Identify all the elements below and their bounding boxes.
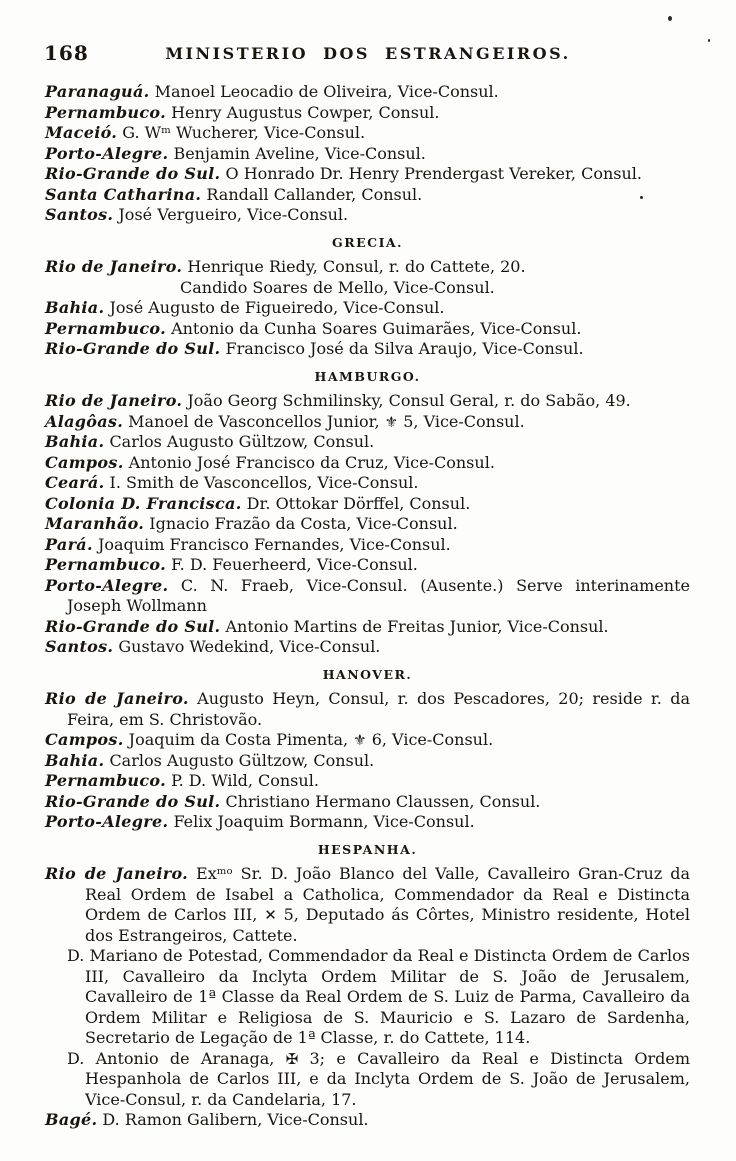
place-name: Pernambuco.: [45, 102, 166, 122]
place-name: Alagôas.: [45, 411, 124, 431]
entry-text: D. Mariano de Potestad, Commendador da Real e Distincta Ordem de Carlos III, Cavalleiro da Inclyta Ordem Militar de S. João de Jerusalem, Cavalleiro de 1ª Classe da Real Ordem de S. Luiz de Parma, Cavalleiro da Ordem Militar e Religiosa de S. Mauricio e S. Lazaro de Sardenha, Secretario de Legação de 1ª Classe, r. do Cattete, 114.: [67, 946, 690, 1047]
entry-text: José Augusto de Figueiredo, Vice-Consul.: [109, 298, 445, 317]
consul-entry: [45, 164, 690, 185]
consul-entry: [45, 82, 690, 103]
consul-entry: [45, 576, 690, 617]
consul-entry: [45, 103, 690, 124]
consul-entry: [45, 555, 690, 576]
place-name: Rio de Janeiro.: [45, 864, 189, 883]
consul-entry: [45, 617, 690, 638]
place-name: Paranaguá.: [45, 82, 150, 101]
consul-entry: [45, 1110, 690, 1131]
place-name: Campos.: [45, 730, 124, 749]
running-header: MINISTERIO DOS ESTRANGEIROS.: [165, 44, 571, 63]
place-name: Pernambuco.: [45, 771, 166, 790]
entry-text: 3; e Cavalleiro da Real e Distincta Ordem Hespanhola de Carlos III, e da Inclyta Ordem de S. João de Jerusalem, Vice-Consul, r. da Candelaria, 17.: [85, 1048, 690, 1109]
consul-entry: [45, 185, 690, 206]
consul-entry: [45, 730, 690, 751]
consul-entry: [45, 123, 690, 144]
entry-text: Carlos Augusto Gültzow, Consul.: [109, 432, 375, 451]
entry-text: Exᵐᵒ Sr. D. João Blanco del Valle, Cavalleiro Gran-Cruz da Real Ordem de Isabel a Catholica, Commendador da Real e Distincta Ordem de Carlos III,: [85, 864, 690, 924]
consul-listing: [0, 70, 736, 1131]
place-name: Santa Catharina.: [45, 184, 202, 204]
place-name: Bahia.: [45, 432, 105, 451]
page-header: [0, 0, 736, 70]
consul-entry: [45, 792, 690, 813]
place-name: Rio-Grande do Sul.: [45, 339, 221, 358]
place-name: Maranhão.: [45, 514, 145, 533]
entry-text: 5, Deputado ás Côrtes, Ministro residente, Hotel dos Estrangeiros, Cattete.: [85, 905, 690, 945]
consul-entry: [45, 339, 690, 360]
jerusalem-cross-icon: ✠: [285, 1049, 299, 1068]
place-name: Porto-Alegre.: [45, 812, 169, 831]
place-name: Bahia.: [45, 298, 105, 317]
entry-text: Randall Callander, Consul.: [206, 184, 423, 204]
consul-entry: [45, 771, 690, 792]
place-name: Rio de Janeiro.: [45, 689, 189, 708]
entry-text: Joaquim da Costa Pimenta,: [128, 730, 354, 749]
place-name: Campos.: [45, 452, 124, 472]
place-name: Pernambuco.: [45, 318, 166, 338]
place-name: Bahia.: [45, 750, 105, 770]
entry-text: C. N. Fraeb, Vice-Consul. (Ausente.) Serve interinamente Joseph Wollmann: [67, 575, 690, 615]
entry-text: Benjamin Aveline, Vice-Consul.: [173, 143, 426, 163]
consul-entry: [45, 514, 690, 535]
entry-text: Henrique Riedy, Consul, r. do Cattete, 20.: [187, 257, 526, 276]
consul-entry: [45, 144, 690, 165]
order-badge-icon: ⚜: [384, 412, 399, 431]
consul-entry-sub: [45, 946, 690, 1049]
entry-text: F. D. Feuerheerd, Vice-Consul.: [171, 555, 418, 574]
entry-text: Antonio José Francisco da Cruz, Vice-Consul.: [128, 452, 495, 472]
place-name: Porto-Alegre.: [45, 143, 169, 163]
entry-text: Carlos Augusto Gültzow, Consul.: [109, 750, 375, 770]
entry-text: D. Ramon Galibern, Vice-Consul.: [102, 1110, 369, 1129]
consul-entry: [45, 257, 690, 278]
place-name: Pernambuco.: [45, 555, 166, 574]
entry-text: 6, Vice-Consul.: [366, 730, 494, 749]
consul-entry: [45, 319, 690, 340]
entry-text: Gustavo Wedekind, Vice-Consul.: [118, 637, 381, 656]
entry-text: Joaquim Francisco Fernandes, Vice-Consul.: [97, 534, 451, 554]
consul-entry: [45, 298, 690, 319]
consul-entry: [45, 432, 690, 453]
entry-text: José Vergueiro, Vice-Consul.: [118, 205, 349, 224]
consul-entry-sub: [45, 1049, 690, 1111]
entry-text: Ignacio Frazão da Costa, Vice-Consul.: [149, 514, 458, 533]
section-grecia: [45, 233, 690, 360]
entry-text: Christiano Hermano Claussen, Consul.: [225, 791, 541, 811]
entry-text: I. Smith de Vasconcellos, Vice-Consul.: [109, 473, 419, 492]
consul-entry: [45, 812, 690, 833]
place-name: Rio de Janeiro.: [45, 257, 183, 276]
entry-text: G. Wᵐ Wucherer, Vice-Consul.: [122, 123, 366, 142]
consul-entry: [45, 473, 690, 494]
consul-entry: [45, 391, 690, 412]
section-consuls-continued: [45, 82, 690, 226]
section-hamburgo: [45, 367, 690, 658]
place-name: Maceió.: [45, 123, 118, 142]
section-hespanha: [45, 840, 690, 1131]
entry-text: Dr. Ottokar Dörffel, Consul.: [246, 493, 471, 513]
section-header-hamburgo: HAMBURGO.: [314, 368, 421, 384]
entry-text: João Georg Schmilinsky, Consul Geral, r. do Sabão, 49.: [187, 391, 631, 410]
section-header-hespanha: HESPANHA.: [317, 841, 418, 857]
entry-text: Felix Joaquim Bormann, Vice-Consul.: [173, 812, 475, 831]
consul-entry: [45, 689, 690, 730]
consul-entry: [45, 864, 690, 946]
entry-text: Antonio Martins de Freitas Junior, Vice-Consul.: [225, 616, 609, 636]
scan-speck: [640, 196, 643, 199]
entry-text: Henry Augustus Cowper, Consul.: [171, 102, 440, 122]
section-hanover: [45, 665, 690, 833]
consul-entry: [45, 751, 690, 772]
page-number: 168: [44, 41, 89, 65]
entry-text: Francisco José da Silva Araujo, Vice-Consul.: [225, 339, 584, 358]
entry-text: Manoel Leocadio de Oliveira, Vice-Consul.: [154, 82, 499, 101]
entry-text: Manoel de Vasconcellos Junior,: [128, 411, 385, 431]
section-header-grecia: GRECIA.: [332, 234, 403, 250]
consul-entry: [45, 535, 690, 556]
entry-text: P. D. Wild, Consul.: [171, 771, 319, 790]
place-name: Ceará.: [45, 473, 105, 492]
entry-text: O Honrado Dr. Henry Prendergast Vereker, Consul.: [225, 164, 642, 183]
section-header-hanover: HANOVER.: [322, 666, 413, 682]
place-name: Rio-Grande do Sul.: [45, 791, 221, 811]
entry-text: Candido Soares de Mello, Vice-Consul.: [180, 277, 495, 297]
place-name: Rio-Grande do Sul.: [45, 164, 221, 183]
entry-text: D. Antonio de Aranaga,: [67, 1048, 286, 1068]
carlos-iii-cross-icon: ✕: [264, 906, 277, 924]
place-name: Santos.: [45, 637, 114, 656]
place-name: Rio-Grande do Sul.: [45, 616, 221, 636]
consul-entry: [45, 453, 690, 474]
place-name: Rio de Janeiro.: [45, 391, 183, 410]
place-name: Pará.: [45, 534, 93, 554]
consul-entry-continuation: [45, 278, 690, 299]
place-name: Colonia D. Francisca.: [45, 493, 242, 513]
consul-entry: [45, 494, 690, 515]
place-name: Porto-Alegre.: [45, 575, 169, 595]
consul-entry: [45, 637, 690, 658]
place-name: Bagé.: [45, 1110, 98, 1129]
consul-entry: [45, 205, 690, 226]
entry-text: Augusto Heyn, Consul, r. dos Pescadores, 20; reside r. da Feira, em S. Christovão.: [67, 689, 690, 729]
order-badge-icon: ⚜: [353, 731, 367, 749]
entry-text: Antonio da Cunha Soares Guimarães, Vice-Consul.: [171, 318, 582, 338]
consul-entry: [45, 412, 690, 433]
place-name: Santos.: [45, 205, 114, 224]
entry-text: 5, Vice-Consul.: [398, 411, 525, 431]
